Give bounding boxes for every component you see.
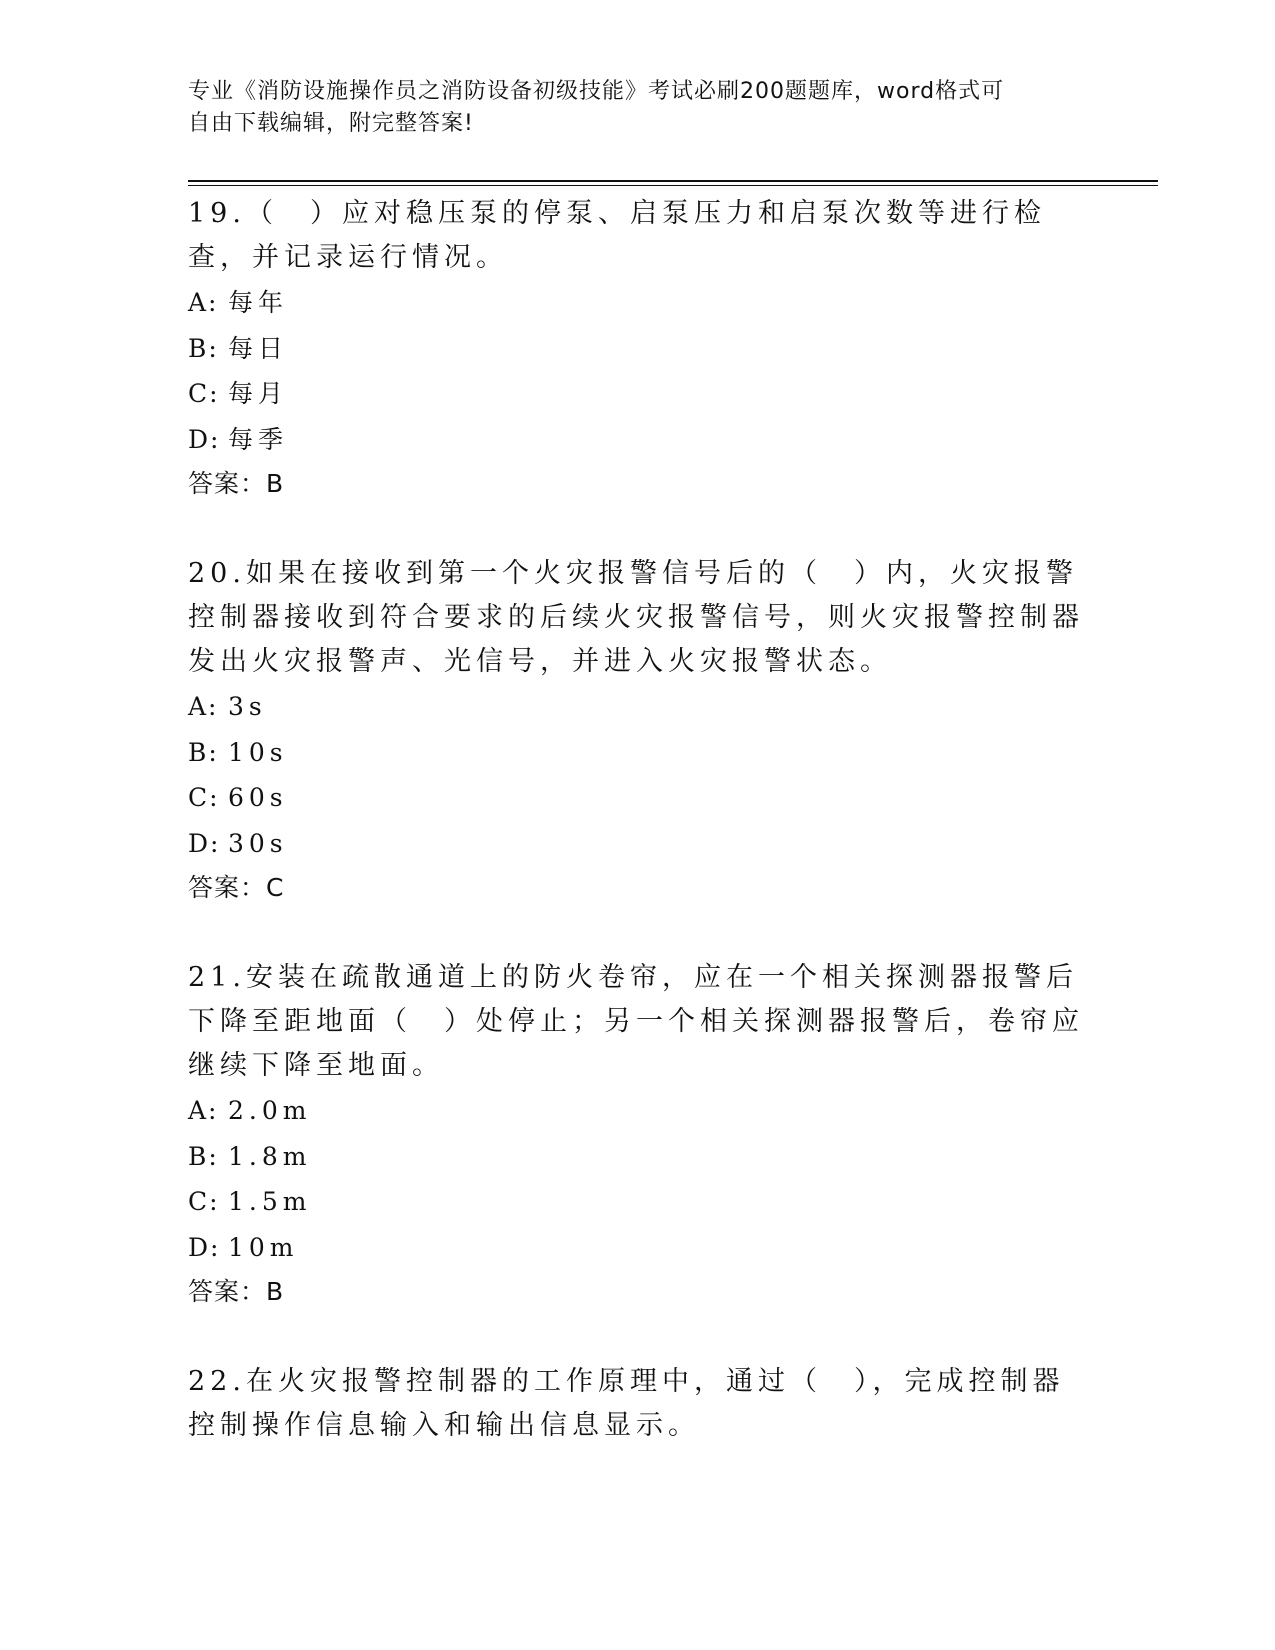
option-a bbox=[188, 1088, 1088, 1134]
question-22 bbox=[188, 1358, 1088, 1448]
option-d bbox=[188, 417, 1088, 463]
option-text: 30s bbox=[228, 828, 288, 858]
header-divider-thin bbox=[188, 185, 1158, 186]
option-text: 每日 bbox=[228, 333, 289, 363]
option-text: 1.5m bbox=[228, 1187, 312, 1216]
option-b bbox=[188, 1134, 1088, 1180]
option-d bbox=[188, 1225, 1088, 1271]
header-divider bbox=[188, 180, 1158, 182]
document-header bbox=[188, 76, 1068, 140]
option-a bbox=[188, 684, 1088, 730]
option-c bbox=[188, 775, 1088, 821]
option-d bbox=[188, 821, 1088, 867]
question-spacer bbox=[188, 910, 1088, 954]
option-key: D: bbox=[188, 1232, 221, 1262]
option-text: 每季 bbox=[228, 424, 289, 454]
option-text: 10m bbox=[228, 1232, 299, 1262]
option-key: D: bbox=[188, 424, 221, 454]
question-text: 20.如果在接收到第一个火灾报警信号后的（ ）内，火灾报警控制器接收到符合要求的后续火灾报警信号，则火灾报警控制器发出火灾报警声、光信号，并进入火灾报警状态。 bbox=[188, 558, 1084, 677]
question-list bbox=[188, 190, 1088, 1448]
option-key: A: bbox=[188, 288, 219, 317]
option-text: 1.8m bbox=[228, 1141, 312, 1171]
answer-line: 答案：B bbox=[188, 469, 285, 498]
option-text: 每月 bbox=[228, 379, 289, 408]
option-key: B: bbox=[188, 737, 219, 767]
option-b bbox=[188, 326, 1088, 372]
question-text: 22.在火灾报警控制器的工作原理中，通过（ ），完成控制器控制操作信息输入和输出信息显示。 bbox=[188, 1366, 1065, 1441]
option-key: C: bbox=[188, 379, 220, 408]
option-key: C: bbox=[188, 783, 220, 812]
option-text: 每年 bbox=[228, 288, 289, 317]
option-c bbox=[188, 1179, 1088, 1225]
answer-line: 答案：B bbox=[188, 1277, 285, 1306]
option-key: B: bbox=[188, 1141, 219, 1171]
header-line-1: 专业《消防设施操作员之消防设备初级技能》考试必刷200题题库，word格式可 bbox=[188, 79, 1005, 104]
option-text: 10s bbox=[228, 737, 288, 767]
option-key: B: bbox=[188, 333, 219, 363]
question-20 bbox=[188, 550, 1088, 910]
option-key: A: bbox=[188, 1096, 219, 1125]
option-a bbox=[188, 280, 1088, 326]
option-text: 2.0m bbox=[228, 1096, 312, 1125]
question-text: 19.（ ）应对稳压泵的停泵、启泵压力和启泵次数等进行检查，并记录运行情况。 bbox=[188, 198, 1046, 273]
question-spacer bbox=[188, 1314, 1088, 1358]
option-text: 3s bbox=[228, 692, 267, 721]
header-line-2: 自由下载编辑，附完整答案! bbox=[188, 111, 474, 136]
option-text: 60s bbox=[228, 783, 288, 812]
question-spacer bbox=[188, 506, 1088, 550]
option-b bbox=[188, 730, 1088, 776]
question-19 bbox=[188, 190, 1088, 506]
question-21 bbox=[188, 954, 1088, 1314]
answer-line: 答案：C bbox=[188, 873, 285, 902]
question-text: 21.安装在疏散通道上的防火卷帘，应在一个相关探测器报警后下降至距地面（ ）处停止；另一个相关探测器报警后，卷帘应继续下降至地面。 bbox=[188, 962, 1084, 1081]
option-key: D: bbox=[188, 828, 221, 858]
option-key: C: bbox=[188, 1187, 220, 1216]
option-key: A: bbox=[188, 692, 219, 721]
option-c bbox=[188, 371, 1088, 417]
